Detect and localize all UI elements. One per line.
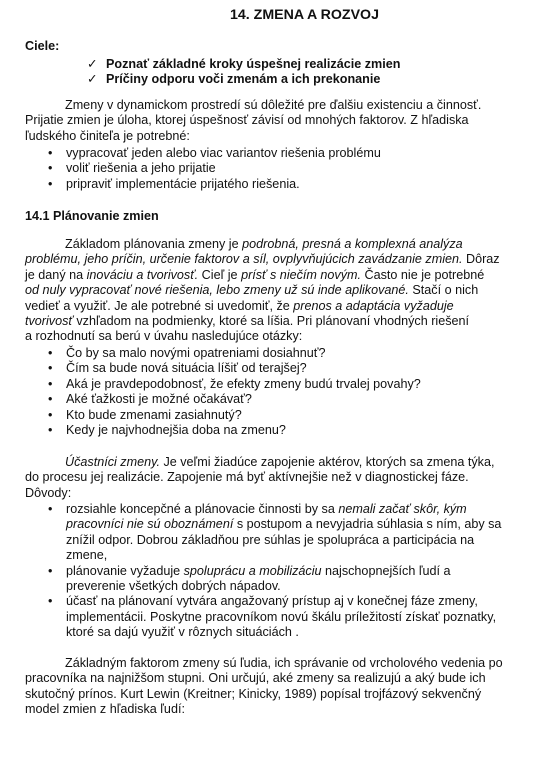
intro-paragraph: Zmeny v dynamickom prostredí sú dôležité pre ďalšiu existenciu a činnosť. Prijatie zmien je úloha, ktorej úspešnosť závisí od mnohých faktorov. Z hľadiska ľudského činiteľa je potrebné: [25, 98, 482, 143]
goal-item: ✓ Príčiny odporu voči zmenám a ich prekonanie [87, 72, 381, 86]
participants-paragraph: Účastníci zmeny. Je veľmi žiadúce zapojenie aktérov, ktorých sa zmena týka, do procesu jej realizácie. Zapojenie má byť aktívnejšie než v diagnostickej fáze. Dôvody: [25, 455, 495, 500]
goal-item: ✓ Poznať základné kroky úspešnej realizácie zmien [87, 57, 401, 71]
list-item: • účasť na plánovaní vytvára angažovaný prístup aj v konečnej fáze zmeny, implementácii. Poskytne pracovníkom novú škálu príležitostí získať poznatky, ktoré sa dajú využiť v rôznych situáciách . [48, 594, 497, 640]
section-heading: 14.1 Plánovanie zmien [25, 209, 159, 223]
list-item: • vypracovať jeden alebo viac variantov riešenia problému [48, 146, 381, 160]
bullet-icon: • [48, 346, 53, 360]
list-item: • Kedy je najvhodnejšia doba na zmenu? [48, 423, 286, 438]
bullet-icon: • [48, 407, 53, 422]
bullet-icon: • [48, 361, 53, 376]
intro-bullet-list [48, 146, 528, 192]
list-item: • plánovanie vyžaduje spoluprácu a mobilizáciu najschopnejších ľudí a preverenie všetkých dobrých nápadov. [48, 563, 451, 594]
list-item: • Aké ťažkosti je možné očakávať? [48, 392, 252, 407]
list-item: • Čo by sa malo novými opatreniami dosiahnuť? [48, 346, 326, 360]
bullet-icon: • [48, 376, 53, 391]
bullet-icon: • [48, 502, 53, 516]
list-item: • Aká je pravdepodobnosť, že efekty zmeny budú trvalej povahy? [48, 376, 421, 391]
list-item: • rozsiahle koncepčné a plánovacie činnosti by sa nemali začať skôr, kým pracovníci nie sú oboznámení s postupom a nevyjadria súhlasia s ním, aby sa znížil odpor. Dobrou základňou pre súhlas je spolupráca a participácia na zmene, [48, 502, 502, 563]
check-icon: ✓ [87, 57, 98, 71]
bullet-icon: • [48, 423, 53, 438]
bullet-icon: • [48, 161, 53, 176]
list-item: • Čím sa bude nová situácia líšiť od terajšej? [48, 361, 307, 376]
check-icon: ✓ [87, 72, 98, 86]
bullet-icon: • [48, 176, 53, 191]
bullet-icon: • [48, 594, 53, 609]
list-item: • voliť riešenia a jeho prijatie [48, 161, 216, 176]
bullet-icon: • [48, 392, 53, 407]
goals-label: Ciele: [25, 39, 60, 53]
bullet-icon: • [48, 563, 53, 578]
reasons-list [48, 502, 528, 641]
planning-paragraph: Základom plánovania zmeny je podrobná, presná a komplexná analýza problému, jeho príčin, určenie faktorov a síl, ovplyvňujúcich zavádzanie zmien. Dôraz je daný na inováciu a tvorivosť. Cieľ je prísť s niečím novým. Často nie je potrebné od nuly vypracovať nové riešenia, lebo zmeny už sú inde aplikované. Stačí o nich vedieť a využiť. Je ale potrebné si uvedomiť, že prenos a adaptácia vyžaduje tvorivosť vzhľadom na podmienky, ktoré sa líšia. Pri plánovaní vhodných riešení a rozhodnutí sa berú v úvahu nasledujúce otázky: [25, 237, 500, 344]
bullet-icon: • [48, 146, 53, 160]
closing-paragraph: Základným faktorom zmeny sú ľudia, ich správanie od vrcholového vedenia po pracovníka na najnižšom stupni. Oni určujú, aké zmeny sa realizujú a aký bude ich skutočný prínos. Kurt Lewin (Kreitner; Kinicky, 1989) popísal trojfázový sekvenčný model zmien z hľadiska ľudí: [25, 656, 503, 717]
chapter-title: 14. ZMENA A ROZVOJ [230, 7, 379, 23]
questions-list [48, 346, 528, 438]
list-item: • pripraviť implementácie prijatého riešenia. [48, 176, 300, 191]
list-item: • Kto bude zmenami zasiahnutý? [48, 407, 242, 422]
